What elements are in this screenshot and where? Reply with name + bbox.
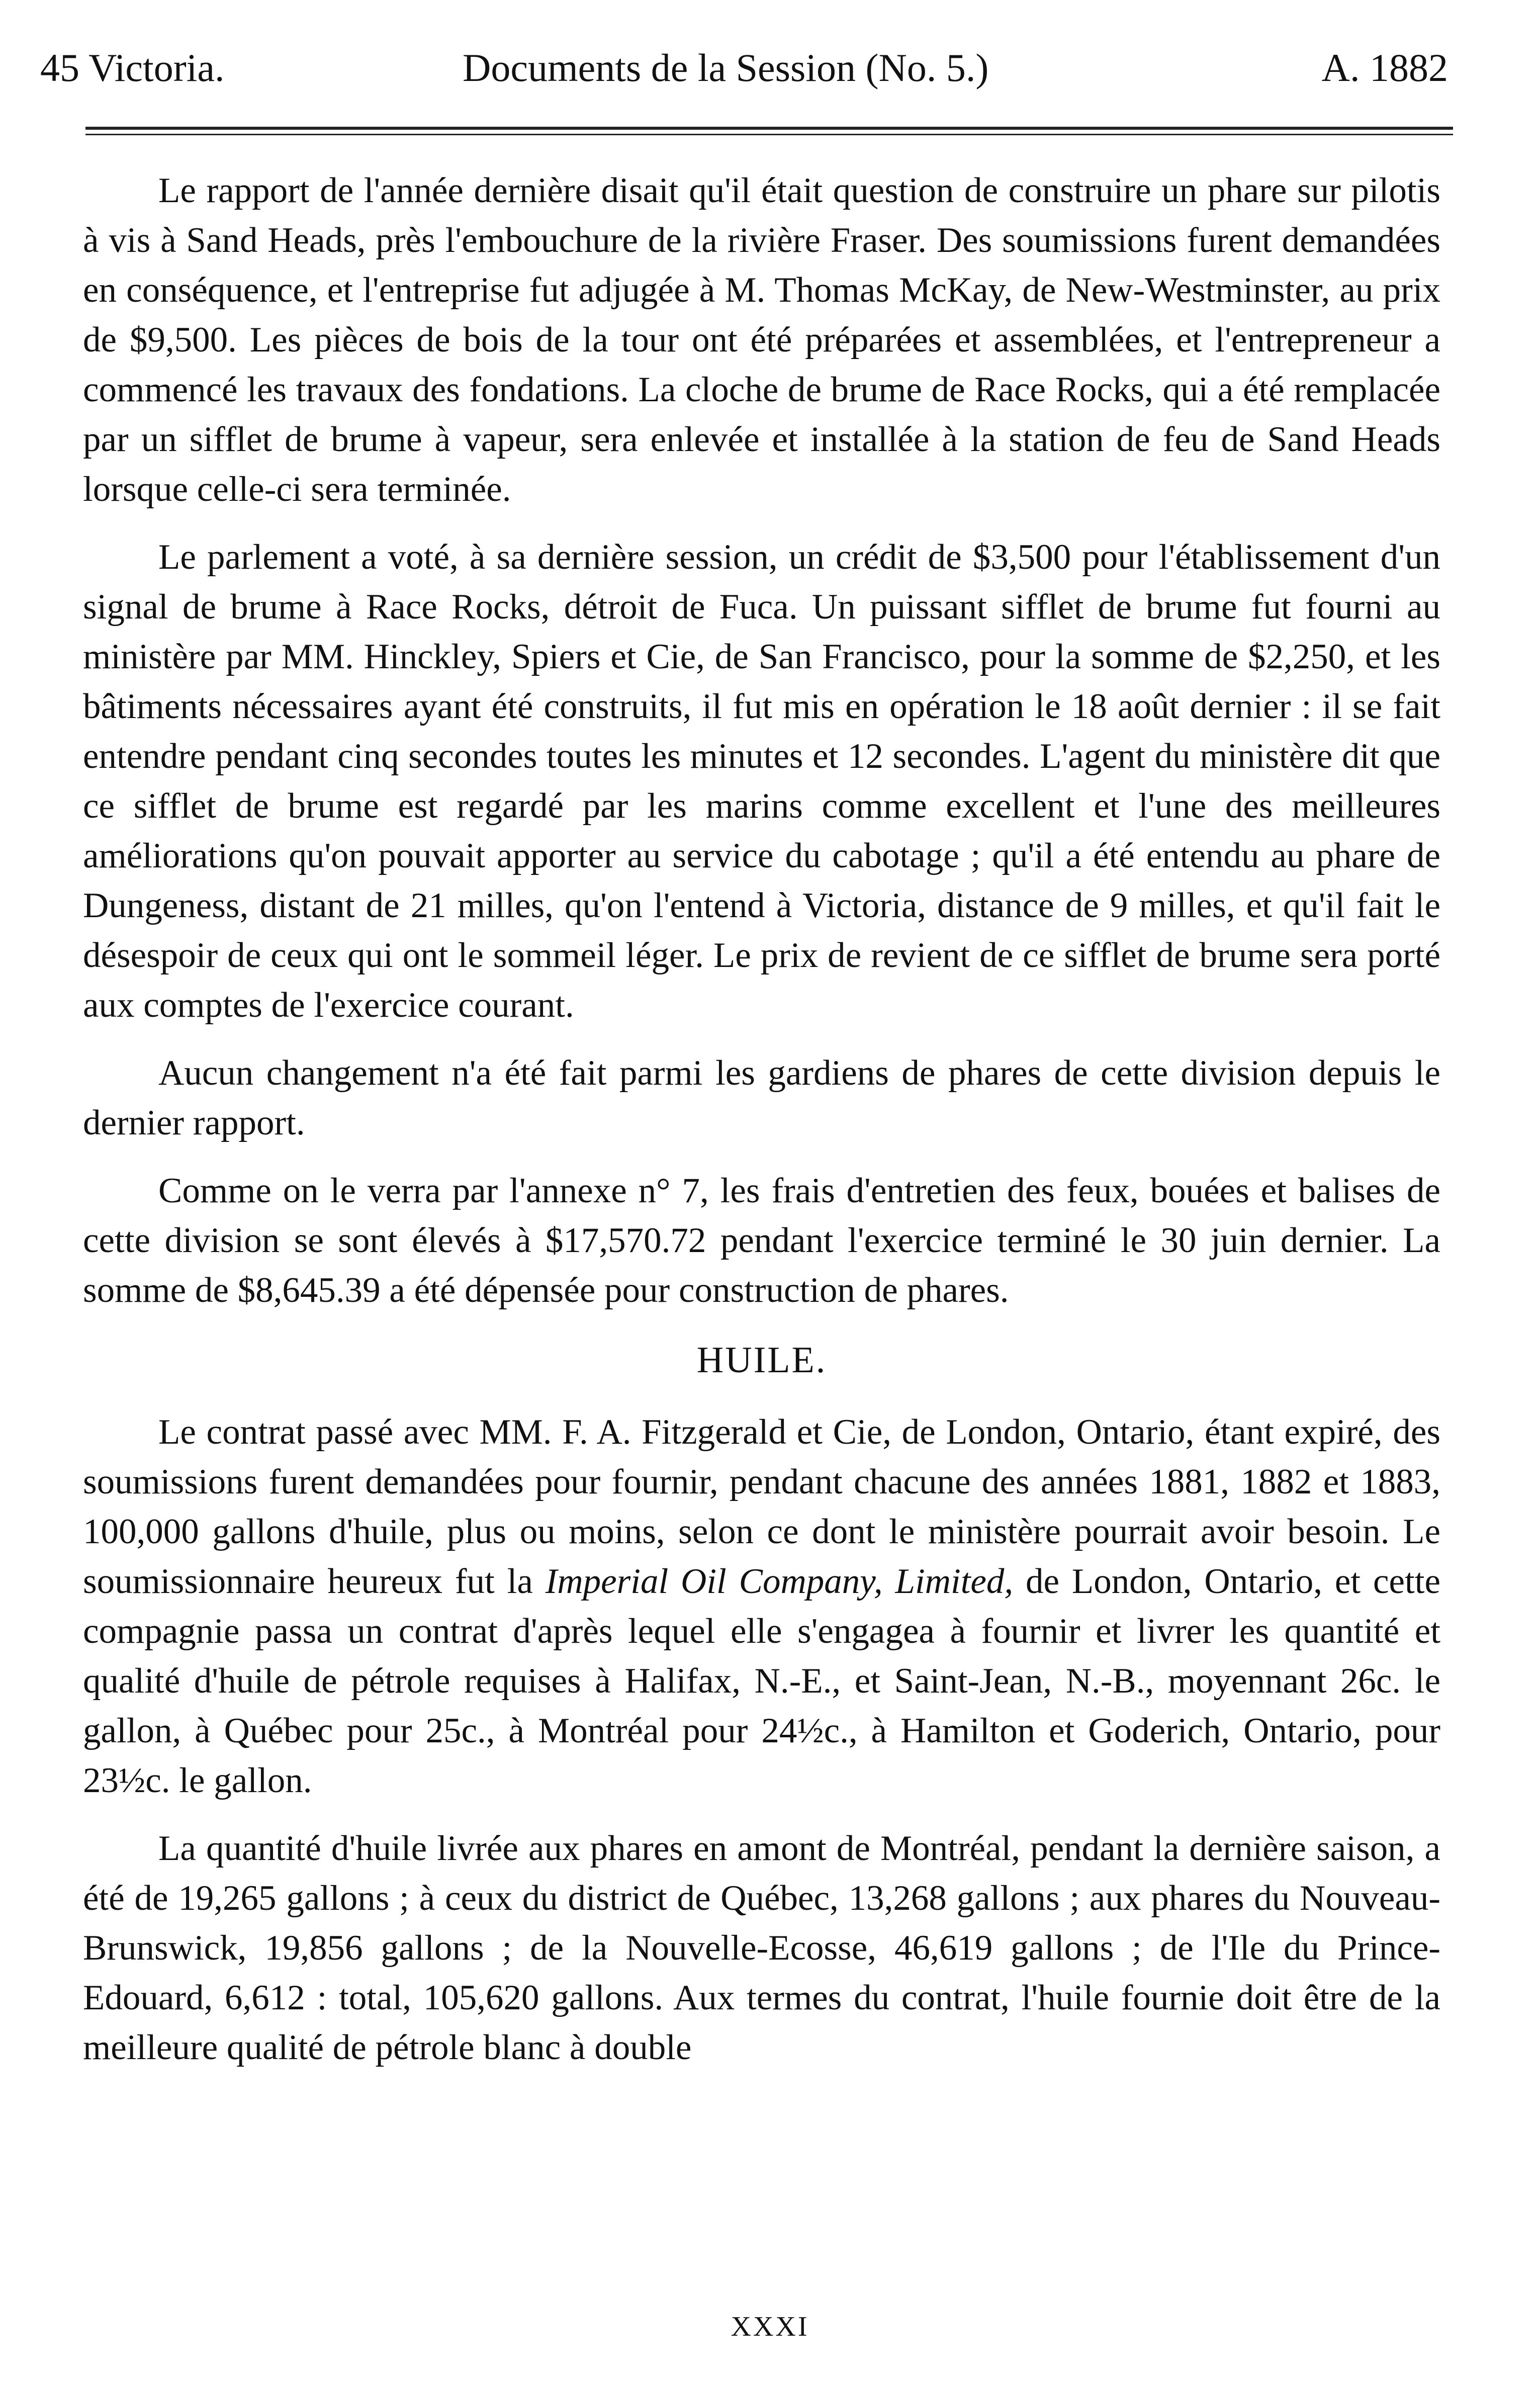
company-name-italic: Imperial Oil Company, Limited, (545, 1562, 1014, 1601)
page-number: XXXI (731, 2311, 809, 2342)
header-year: A. 1882 (1321, 46, 1448, 90)
header-rule-thin (85, 134, 1453, 135)
header-regnal-year: 45 Victoria. (40, 46, 225, 90)
header-rule-thick (85, 127, 1453, 130)
paragraph-sand-heads: Le rapport de l'année dernière disait qu'il était question de construire un phare sur pilotis à vis à Sand Heads, près l'embouchure de la rivière Fraser. Des soumissions furent demandées en conséquence, et l'entreprise fut adjugée à M. Thomas McKay, de New-Westminster, au prix de $9,500. Les pièces de bois de la tour ont été préparées et assemblées, et l'entrepreneur a commencé les travaux des fondations. La cloche de brume de Race Rocks, qui a été remplacée par un sifflet de brume à vapeur, sera enlevée et installée à la station de feu de Sand Heads lorsque celle-ci sera terminée. (83, 171, 1440, 509)
header-publication-title: Documents de la Session (No. 5.) (463, 46, 989, 90)
paragraph-gardiens: Aucun changement n'a été fait parmi les gardiens de phares de cette division depuis le dernier rapport. (83, 1053, 1440, 1142)
paragraph-race-rocks: Le parlement a voté, à sa dernière session, un crédit de $3,500 pour l'établissement d'un signal de brume à Race Rocks, détroit de Fuca. Un puissant sifflet de brume fut fourni au ministère par MM. Hinckley, Spiers et Cie, de San Francisco, pour la somme de $2,250, et les bâtiments nécessaires ayant été construits, il fut mis en opération le 18 août dernier : il se fait entendre pendant cinq secondes toutes les minutes et 12 secondes. L'agent du ministère dit que ce sifflet de brume est regardé par les marins comme excellent et l'une des meilleures améliorations qu'on pouvait apporter au service du cabotage ; qu'il a été entendu au phare de Dungeness, distant de 21 milles, qu'on l'entend à Victoria, distance de 9 milles, et qu'il fait le désespoir de ceux qui ont le sommeil léger. Le prix de revient de ce sifflet de brume sera porté aux comptes de l'exercice courant. (83, 538, 1440, 1025)
contrat-text-before: Le contrat passé avec MM. F. A. Fitzgerald et Cie, de London, Ontario, étant expiré, des soumissions furent demandées pour fournir, pendant chacune des années 1881, 1882 et 1883, 100,000 gallons d'huile, plus ou moins, selon ce dont le ministère pourrait avoir besoin. Le soumissionnaire heureux fut la (83, 1412, 1440, 1601)
body-text (83, 166, 1440, 2091)
paragraph-frais-entretien: Comme on le verra par l'annexe n° 7, les frais d'entretien des feux, bouées et balises de cette division se sont élevés à $17,570.72 pendant l'exercice terminé le 30 juin dernier. La somme de $8,645.39 a été dépensée pour construction de phares. (83, 1171, 1440, 1310)
paragraph-quantite-huile: La quantité d'huile livrée aux phares en amont de Montréal, pendant la dernière saison, a été de 19,265 gallons ; à ceux du district de Québec, 13,268 gallons ; aux phares du Nouveau-Brunswick, 19,856 gallons ; de la Nouvelle-Ecosse, 46,619 gallons ; de l'Ile du Prince-Edouard, 6,612 : total, 105,620 gallons. Aux termes du contrat, l'huile fournie doit être de la meilleure qualité de pétrole blanc à double (83, 1829, 1440, 2067)
running-header (40, 40, 1448, 96)
contrat-text-after: de London, Ontario, et cette compagnie passa un contrat d'après lequel elle s'engagea à fournir et livrer les quantité et qualité d'huile de pétrole requises à Halifax, N.-E., et Saint-Jean, N.-B., moyennant 26c. le gallon, à Québec pour 25c., à Montréal pour 24½c., à Hamilton et Goderich, Ontario, pour 23½c. le gallon. (83, 1562, 1440, 1800)
section-title-huile: HUILE. (696, 1340, 827, 1381)
paragraph-contrat-huile (83, 1407, 1440, 1806)
